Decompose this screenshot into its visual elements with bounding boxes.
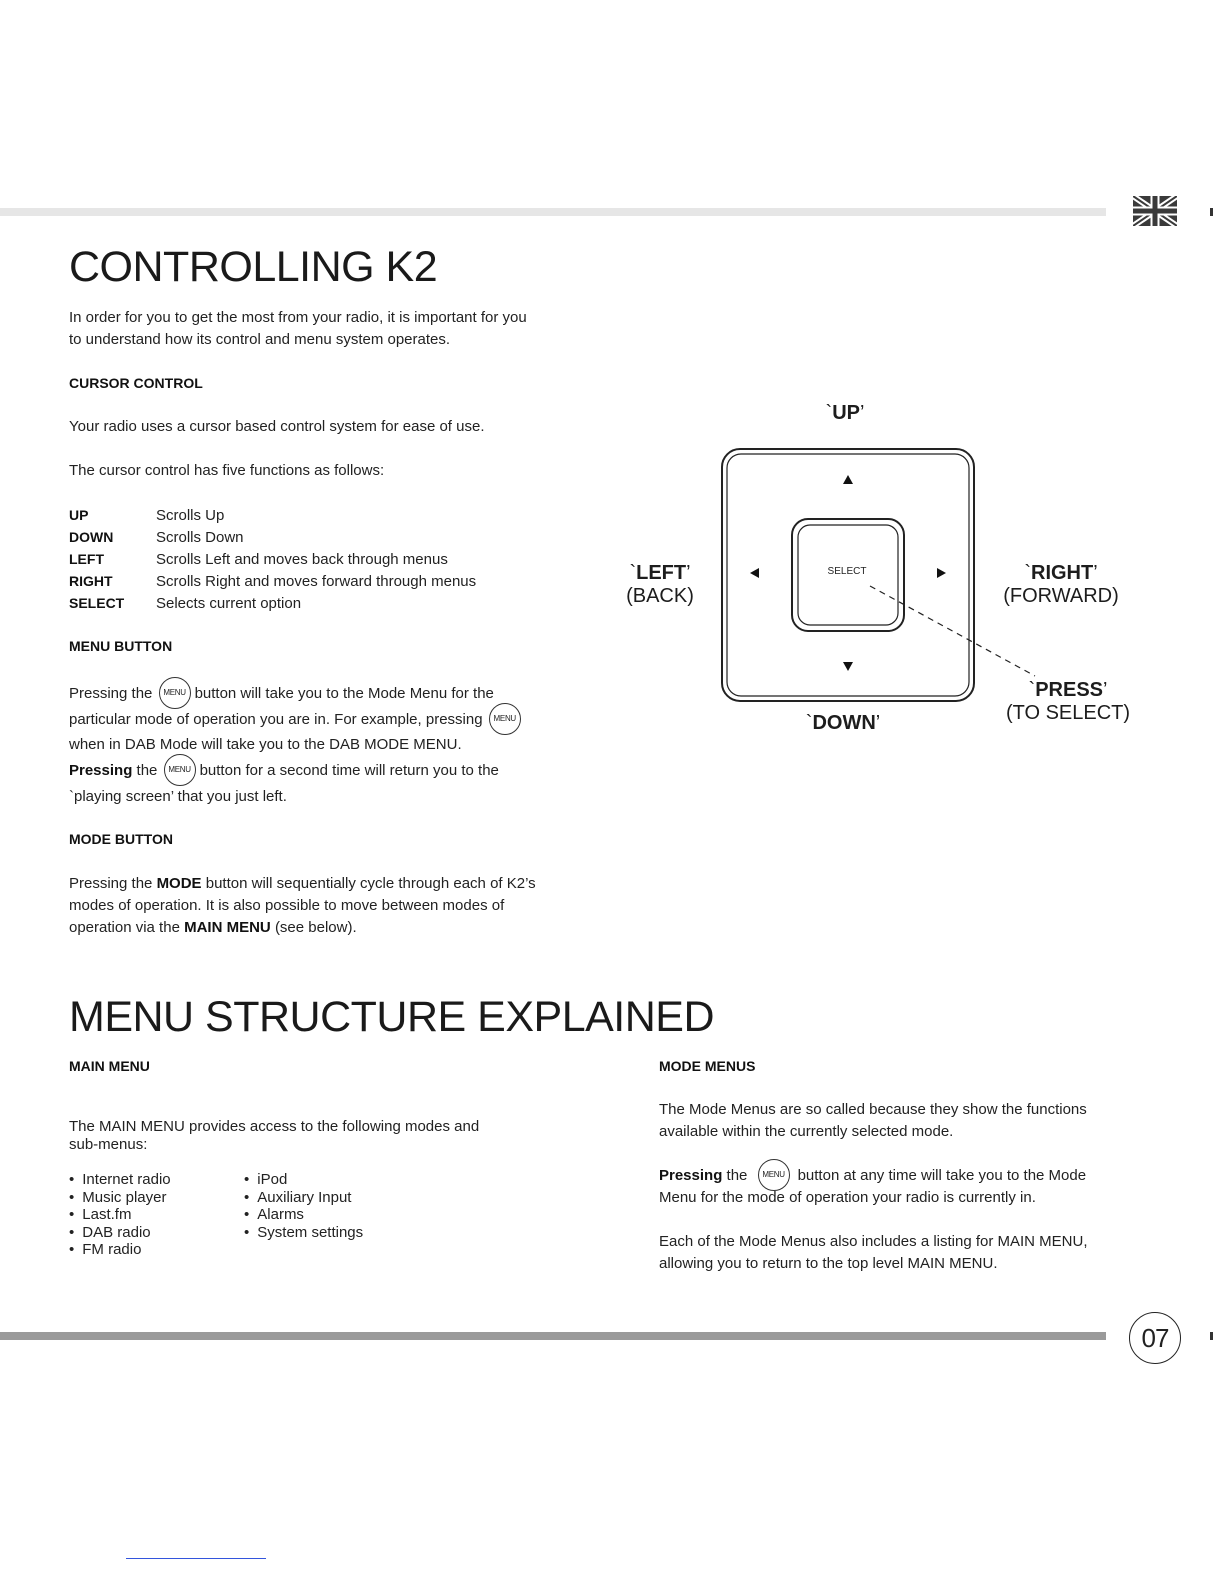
menu-paragraph-line5: `playing screen’ that you just left. [69, 788, 287, 805]
list-item: • Music player [69, 1189, 171, 1207]
diagram-label-up: `UP’ [825, 402, 865, 424]
diagram-label-down: `DOWN’ [805, 712, 881, 734]
menu-paragraph-line1: Pressing the MENU button will take you to the Mode Menu for the [69, 683, 494, 705]
list-item: • Auxiliary Input [244, 1189, 363, 1207]
mode-button-heading: MODE BUTTON [69, 831, 173, 847]
down-arrow-icon [843, 662, 853, 671]
main-menu-text: The MAIN MENU provides access to the following modes and sub-menus: [69, 1118, 480, 1153]
list-item: • DAB radio [69, 1224, 171, 1242]
top-rule [0, 208, 1106, 216]
diagram-label-right: `RIGHT’ (FORWARD) [1003, 562, 1119, 607]
mode-menus-text: The Mode Menus are so called because they show the functions available within the currently selected mode. [659, 1101, 1087, 1140]
menu-button-icon: MENU [489, 703, 521, 735]
edge-mark [1210, 208, 1213, 216]
main-menu-list-col1 [69, 1171, 171, 1259]
list-item: • FM radio [69, 1241, 171, 1259]
main-menu-heading: MAIN MENU [69, 1058, 150, 1074]
main-menu-list-col2 [244, 1171, 363, 1241]
list-item: • Internet radio [69, 1171, 171, 1189]
left-arrow-icon [750, 568, 759, 578]
menu-button-icon: MENU [164, 754, 196, 786]
mode-menus-heading: MODE MENUS [659, 1058, 756, 1074]
intro-paragraph: In order for you to get the most from your radio, it is important for you to understand how its control and menu system operates. [69, 309, 527, 348]
mode-menus-press-line1: Pressing the MENU button at any time will take you to the Mode [659, 1165, 1086, 1187]
functions-intro: The cursor control has five functions as follows: [69, 462, 385, 479]
right-arrow-icon [937, 568, 946, 578]
mode-menus-each-text: Each of the Mode Menus also includes a listing for MAIN MENU, allowing you to return to the top level MAIN MENU. [659, 1233, 1088, 1272]
bottom-rule [0, 1332, 1106, 1340]
menu-button-icon: MENU [159, 677, 191, 709]
edge-mark [1210, 1332, 1213, 1340]
menu-button-icon: MENU [758, 1159, 790, 1191]
list-item: • iPod [244, 1171, 363, 1189]
cursor-control-text: Your radio uses a cursor based control system for ease of use. [69, 418, 485, 435]
diagram-label-press: `PRESS’ (TO SELECT) [1005, 679, 1131, 724]
link-underline [126, 1558, 266, 1559]
mode-paragraph: Pressing the MODE button will sequentially cycle through each of K2’s modes of operation. It is also possible to move between modes of operation via the MAIN MENU (see below). [69, 875, 536, 936]
list-item: • Alarms [244, 1206, 363, 1224]
menu-paragraph-line2: particular mode of operation you are in. For example, pressing MENU [69, 709, 525, 731]
select-button-label: SELECT [827, 566, 867, 577]
section-title-menu-structure: MENU STRUCTURE EXPLAINED [69, 993, 715, 1041]
uk-flag-icon [1133, 196, 1177, 226]
list-item: • System settings [244, 1224, 363, 1242]
mode-menus-press-line2: Menu for the mode of operation your radio is currently in. [659, 1189, 1036, 1206]
up-arrow-icon [843, 475, 853, 484]
menu-paragraph-line4: Pressing the MENU button for a second time will return you to the [69, 760, 499, 782]
diagram-label-left: `LEFT’ (BACK) [626, 562, 694, 607]
menu-paragraph-line3: when in DAB Mode will take you to the DAB MODE MENU. [69, 736, 462, 753]
cursor-control-heading: CURSOR CONTROL [69, 375, 203, 391]
page-title: CONTROLLING K2 [69, 243, 438, 291]
menu-button-heading: MENU BUTTON [69, 638, 173, 654]
page-number: 07 [1129, 1312, 1181, 1364]
list-item: • Last.fm [69, 1206, 171, 1224]
